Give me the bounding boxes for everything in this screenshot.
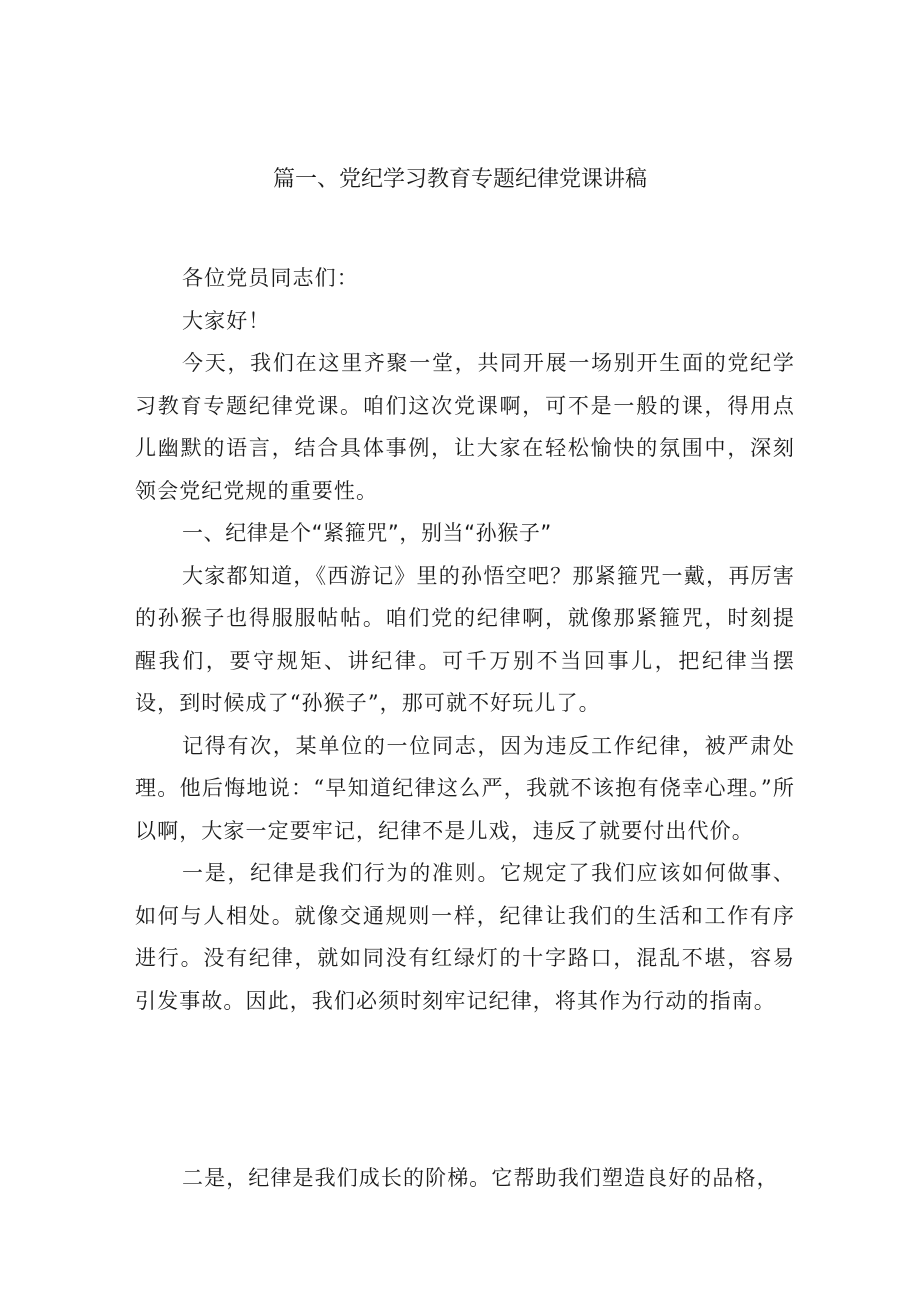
- paragraph-point-two: 二是，纪律是我们成长的阶梯。它帮助我们塑造良好的品格，: [182, 1166, 779, 1190]
- paragraph-journey-west: 大家都知道，《西游记》里的孙悟空吧？那紧箍咒一戴，再厉害的孙猴子也得服服帖帖。咱们党的纪律啊，就像那紧箍咒，时刻提醒我们，要守规矩、讲纪律。可千万别不当回事儿，把纪律当摆设，到时候成了“孙猴子”，那可就不好玩儿了。: [135, 563, 795, 715]
- paragraph-intro: 今天，我们在这里齐聚一堂，共同开展一场别开生面的党纪学习教育专题纪律党课。咱们这次党课啊，可不是一般的课，得用点儿幽默的语言，结合具体事例，让大家在轻松愉快的氛围中，深刻领会党纪党规的重要性。: [135, 351, 795, 503]
- document-title: 篇一、党纪学习教育专题纪律党课讲稿: [272, 167, 647, 192]
- salutation: 各位党员同志们：: [182, 266, 359, 290]
- paragraph-point-one: 一是，纪律是我们行为的准则。它规定了我们应该如何做事、如何与人相处。就像交通规则一样，纪律让我们的生活和工作有序进行。没有纪律，就如同没有红绿灯的十字路口，混乱不堪，容易引发事故。因此，我们必须时刻牢记纪律，将其作为行动的指南。: [135, 861, 795, 1013]
- document-body: [135, 257, 795, 1022]
- greeting: 大家好！: [182, 308, 271, 333]
- paragraph-example: 记得有次，某单位的一位同志，因为违反工作纪律，被严肃处理。他后悔地说：“早知道纪律这么严，我就不该抱有侥幸心理。”所以啊，大家一定要牢记，纪律不是儿戏，违反了就要付出代价。: [135, 733, 795, 843]
- section-heading: 一、纪律是个“紧箍咒”，别当“孙猴子”: [182, 521, 552, 545]
- document-body-continued: [135, 1157, 795, 1200]
